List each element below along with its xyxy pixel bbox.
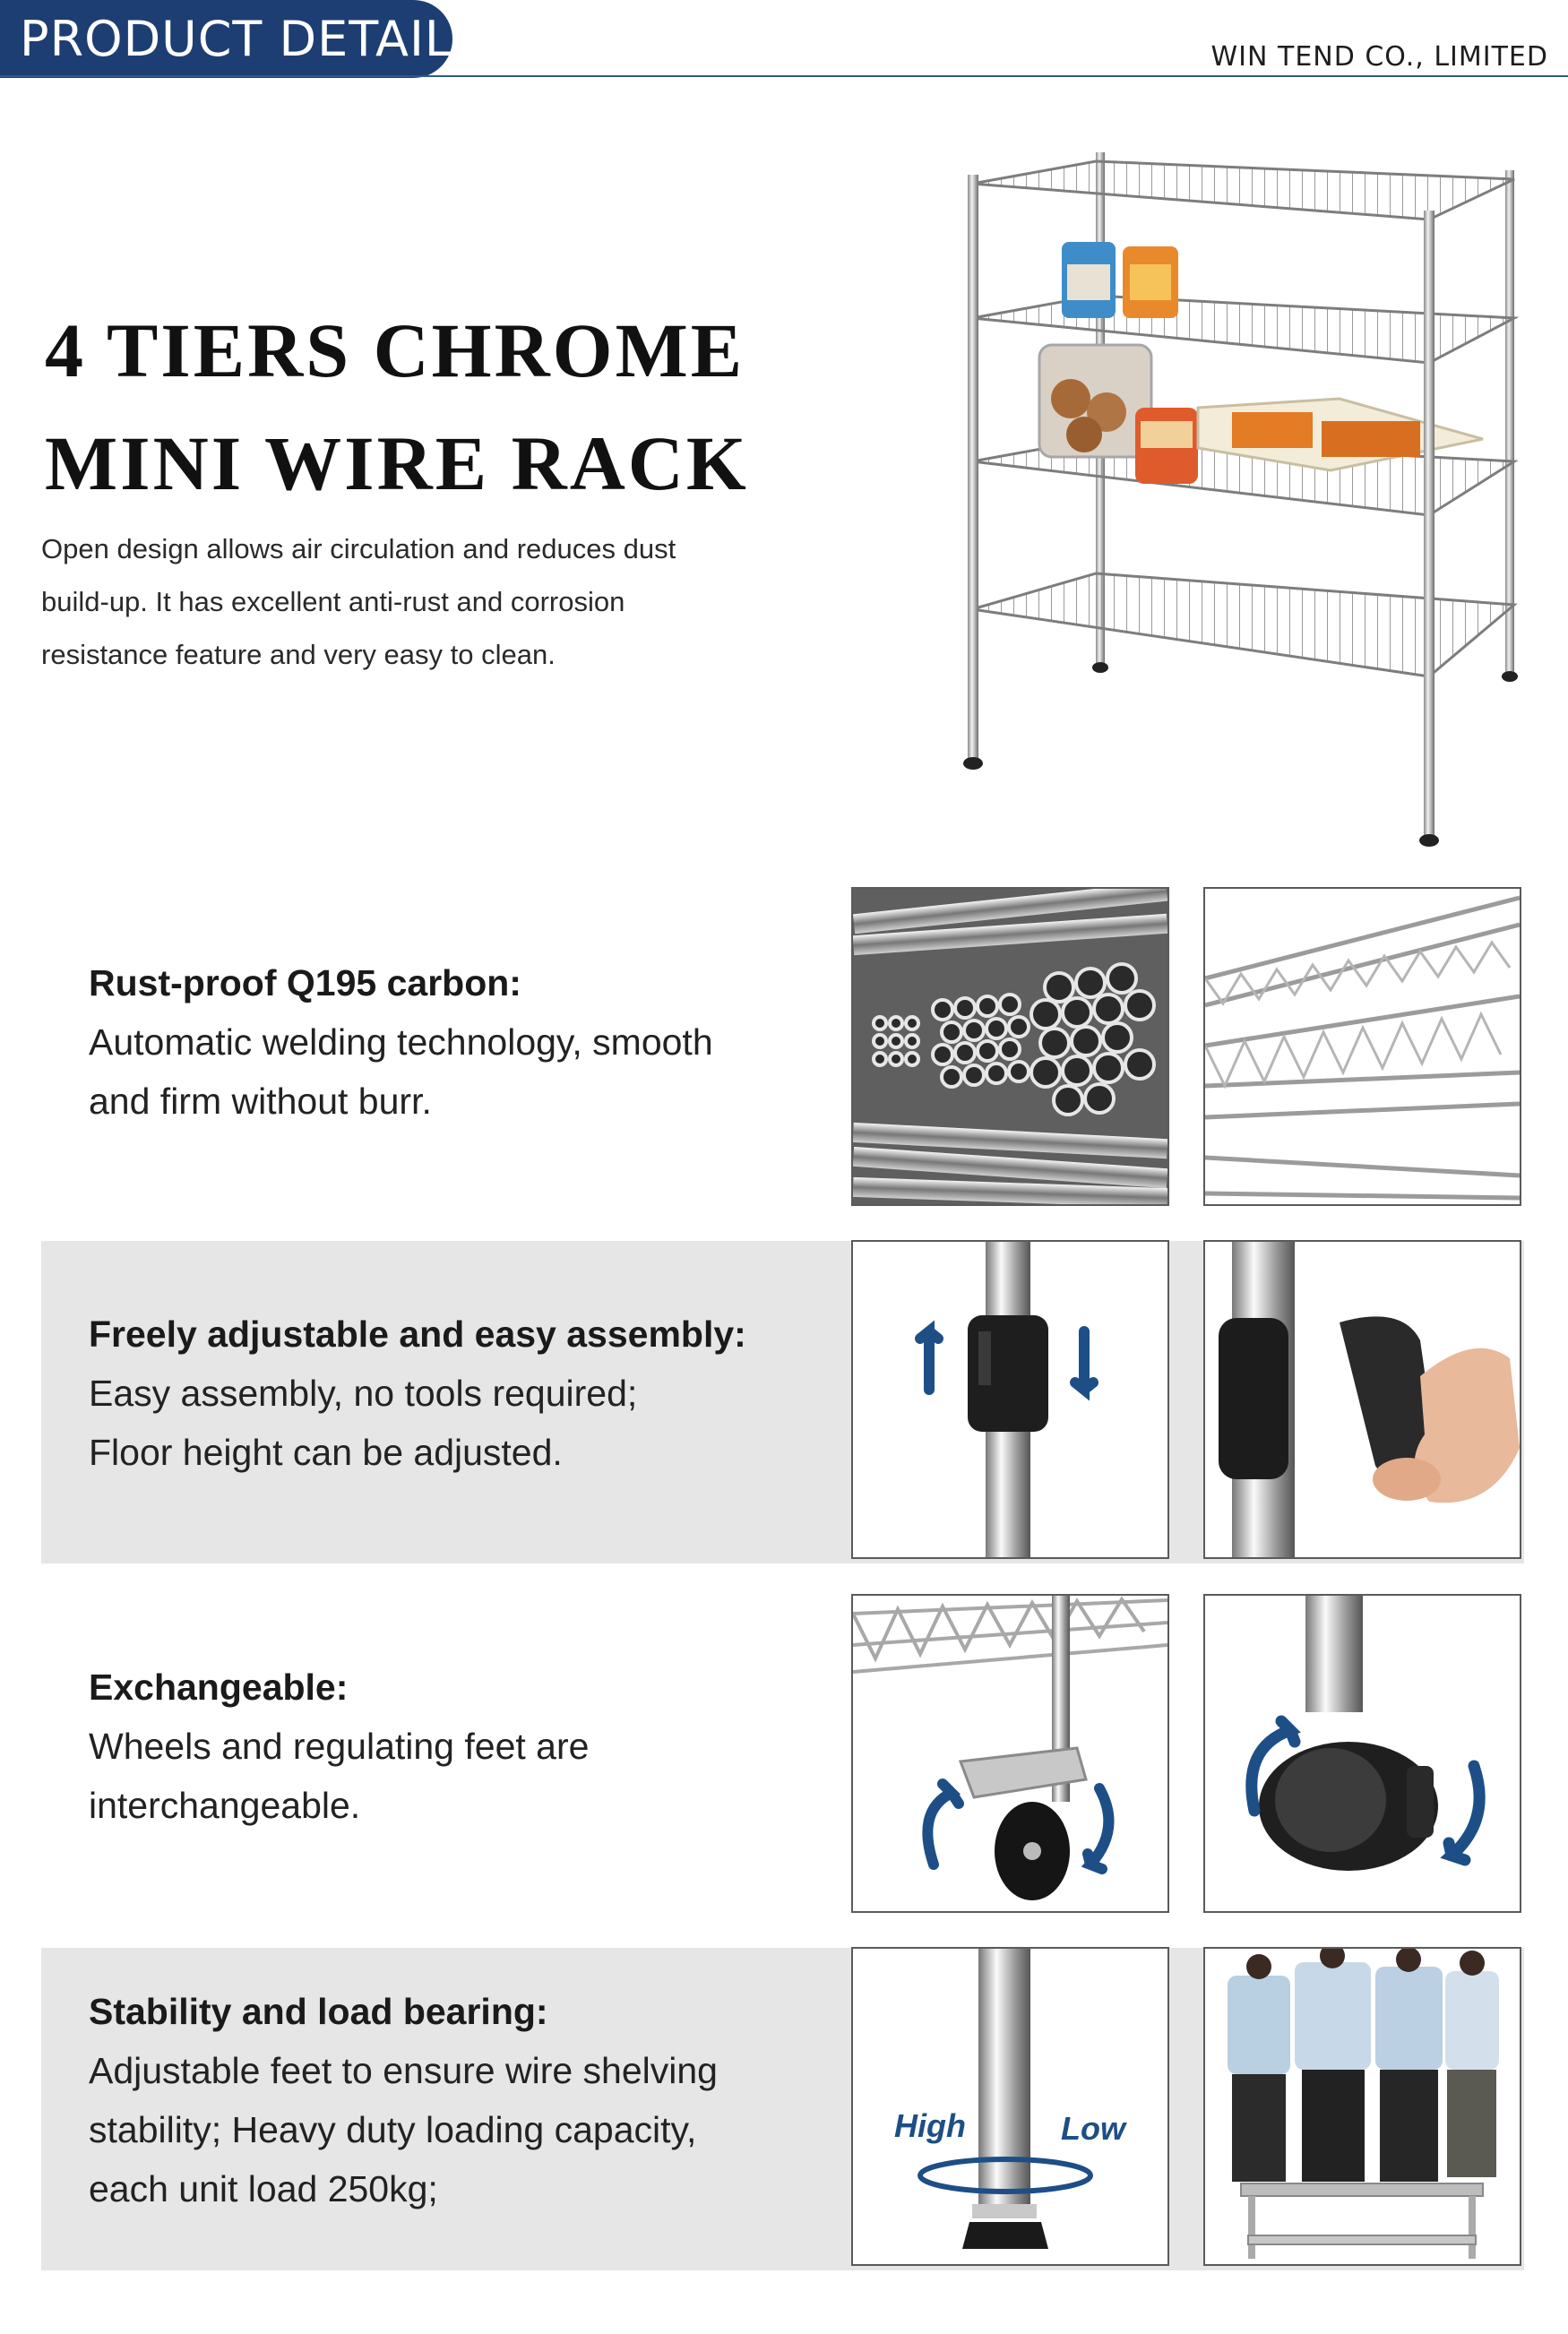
leveling-foot-image — [851, 1947, 1169, 2266]
feature-line: Floor height can be adjusted. — [89, 1432, 563, 1473]
people-standing-on-rack-image — [1203, 1947, 1521, 2266]
feature-title: Freely adjustable and easy assembly: — [89, 1313, 746, 1355]
feature-assembly — [89, 1305, 788, 1482]
description-line-3: resistance feature and very easy to clean. — [41, 639, 556, 670]
swivel-caster-image — [1203, 1594, 1521, 1913]
feature-rust-proof — [89, 953, 788, 1131]
description-line-1: Open design allows air circulation and reduces dust — [41, 533, 676, 564]
feature-line: Wheels and regulating feet are — [89, 1726, 590, 1767]
wire-rack-product-image — [963, 152, 1537, 847]
feature-exchangeable — [89, 1658, 788, 1835]
product-description — [41, 522, 830, 681]
steel-tubes-image — [851, 887, 1169, 1206]
plastic-clip-hand-image — [1203, 1240, 1521, 1559]
product-title-line-1: 4 TIERS CHROME — [45, 307, 745, 393]
high-label: High — [894, 2107, 966, 2144]
header-title: PRODUCT DETAILS — [20, 11, 485, 67]
feature-title: Stability and load bearing: — [89, 1991, 548, 2032]
caster-wheel-image — [851, 1594, 1169, 1913]
product-title — [45, 294, 749, 520]
description-line-2: build-up. It has excellent anti-rust and corrosion — [41, 586, 625, 617]
adjustable-pole-image — [851, 1240, 1169, 1559]
feature-line: each unit load 250kg; — [89, 2168, 438, 2209]
feature-line: stability; Heavy duty loading capacity, — [89, 2109, 697, 2150]
feature-line: Automatic welding technology, smooth — [89, 1021, 713, 1063]
feature-line: Easy assembly, no tools required; — [89, 1373, 638, 1414]
low-label: Low — [1061, 2110, 1125, 2147]
company-name: WIN TEND CO., LIMITED — [1210, 41, 1548, 73]
feature-line: and firm without burr. — [89, 1081, 432, 1122]
header-divider — [0, 75, 1568, 77]
product-title-line-2: MINI WIRE RACK — [45, 420, 749, 506]
feature-line: Adjustable feet to ensure wire shelving — [89, 2050, 718, 2091]
feature-stability — [89, 1982, 788, 2218]
wire-shelf-closeup-image — [1203, 887, 1521, 1206]
feature-line: interchangeable. — [89, 1785, 361, 1826]
feature-title: Rust-proof Q195 carbon: — [89, 962, 521, 1003]
feature-title: Exchangeable: — [89, 1667, 349, 1708]
